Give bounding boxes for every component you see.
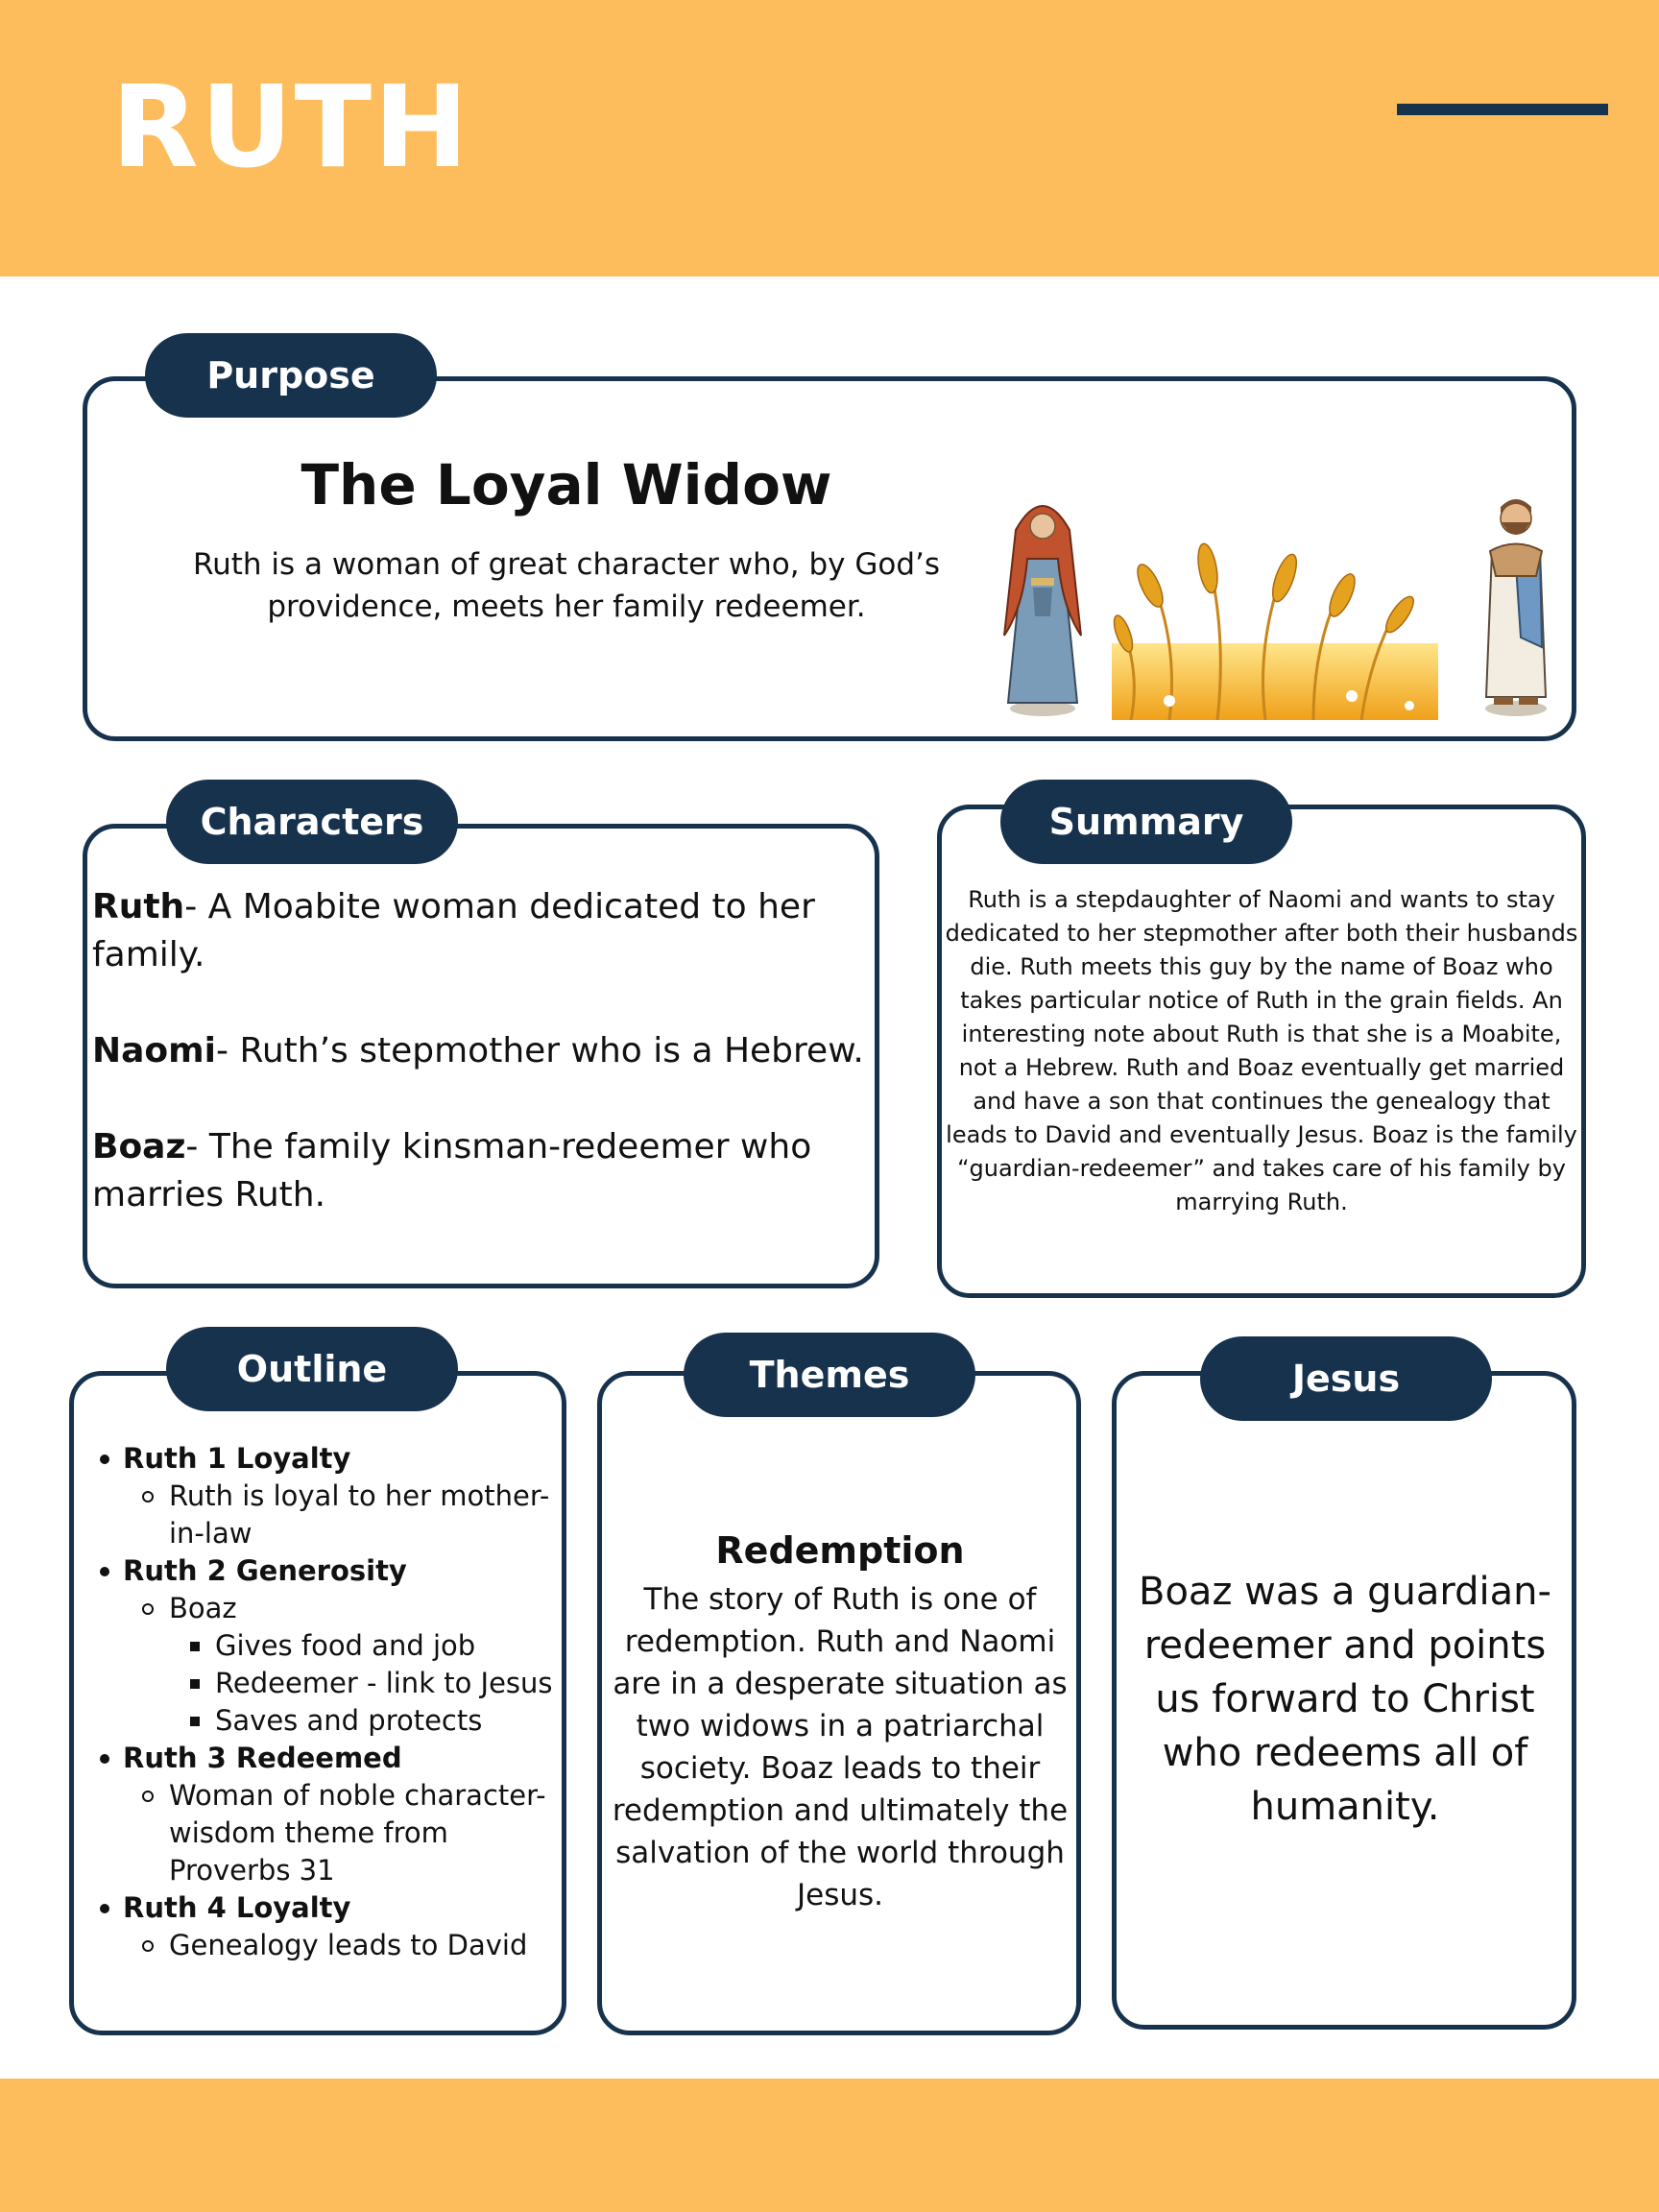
outline-item: Ruth 2 Generosity xyxy=(96,1552,557,1590)
character-desc: - The family kinsman-redeemer who marries Ruth. xyxy=(92,1127,812,1214)
purpose-heading: The Loyal Widow xyxy=(301,452,832,517)
ruth-figure-icon xyxy=(995,492,1091,718)
outline-item: Ruth 1 Loyalty xyxy=(96,1440,557,1478)
purpose-text: Ruth is a woman of great character who, by God’s providence, meets her family redeemer. xyxy=(192,547,940,624)
outline-item: Ruth 3 Redeemed xyxy=(96,1740,557,1777)
outline-item: Woman of noble character- wisdom theme from Proverbs 31 xyxy=(96,1777,557,1889)
boaz-figure-icon xyxy=(1473,484,1559,718)
purpose-label-text: Purpose xyxy=(206,354,375,397)
themes-heading: Redemption xyxy=(715,1529,965,1572)
header-band xyxy=(0,0,1659,276)
summary-text: Ruth is a stepdaughter of Naomi and wants to stay dedicated to her stepmother after both their husbands die. Ruth meets this guy by the name of Boaz who takes particular notice of Ruth in the grain fields. An interesting note about Ruth is that she is a Moabite, not a Hebrew. Ruth and Boaz eventually get married and have a son that continues the genealogy that leads to David and eventually Jesus. Boaz is the family “guardian-redeemer” and takes care of his family by marrying Ruth. xyxy=(945,886,1578,1215)
themes-label xyxy=(684,1333,975,1417)
character-name: Naomi xyxy=(92,1031,217,1070)
summary-label xyxy=(1000,780,1292,864)
character-name: Boaz xyxy=(92,1127,186,1166)
themes-label-text: Themes xyxy=(749,1354,910,1396)
summary-label-text: Summary xyxy=(1048,801,1244,843)
outline-item: Redeemer - link to Jesus xyxy=(96,1665,557,1702)
outline-item: Boaz xyxy=(96,1590,557,1627)
outline-label xyxy=(166,1327,458,1411)
page-title: RUTH xyxy=(111,60,470,193)
characters-label-text: Characters xyxy=(200,801,424,843)
footer-band xyxy=(0,2079,1659,2212)
jesus-label-text: Jesus xyxy=(1291,1358,1401,1400)
characters-label xyxy=(166,780,458,864)
outline-item: Saves and protects xyxy=(96,1702,557,1740)
characters-list xyxy=(92,883,879,1267)
character-name: Ruth xyxy=(92,887,185,926)
character-boaz xyxy=(92,1123,879,1219)
character-desc: - A Moabite woman dedicated to her family. xyxy=(92,887,815,974)
jesus-label xyxy=(1200,1336,1492,1421)
outline-item: Ruth is loyal to her mother-in-law xyxy=(96,1478,557,1552)
wheat-field-icon xyxy=(1112,538,1438,720)
themes-text: The story of Ruth is one of redemption. Ruth and Naomi are in a desperate situation as two widows in a patriarchal society. Boaz leads to their redemption and ultimately the salvation of the world through Jesus. xyxy=(612,1582,1069,1912)
jesus-text: Boaz was a guardian-redeemer and points us forward to Christ who redeems all of humanity. xyxy=(1139,1570,1551,1829)
outline-item: Ruth 4 Loyalty xyxy=(96,1889,557,1927)
outline-item: Genealogy leads to David xyxy=(96,1927,557,1964)
outline-label-text: Outline xyxy=(236,1348,388,1390)
header-accent-bar xyxy=(1397,104,1608,115)
character-naomi xyxy=(92,1027,879,1075)
outline-list xyxy=(96,1440,557,1964)
character-ruth xyxy=(92,883,879,979)
character-desc: - Ruth’s stepmother who is a Hebrew. xyxy=(216,1031,864,1070)
outline-item: Gives food and job xyxy=(96,1627,557,1665)
purpose-label xyxy=(145,333,437,418)
